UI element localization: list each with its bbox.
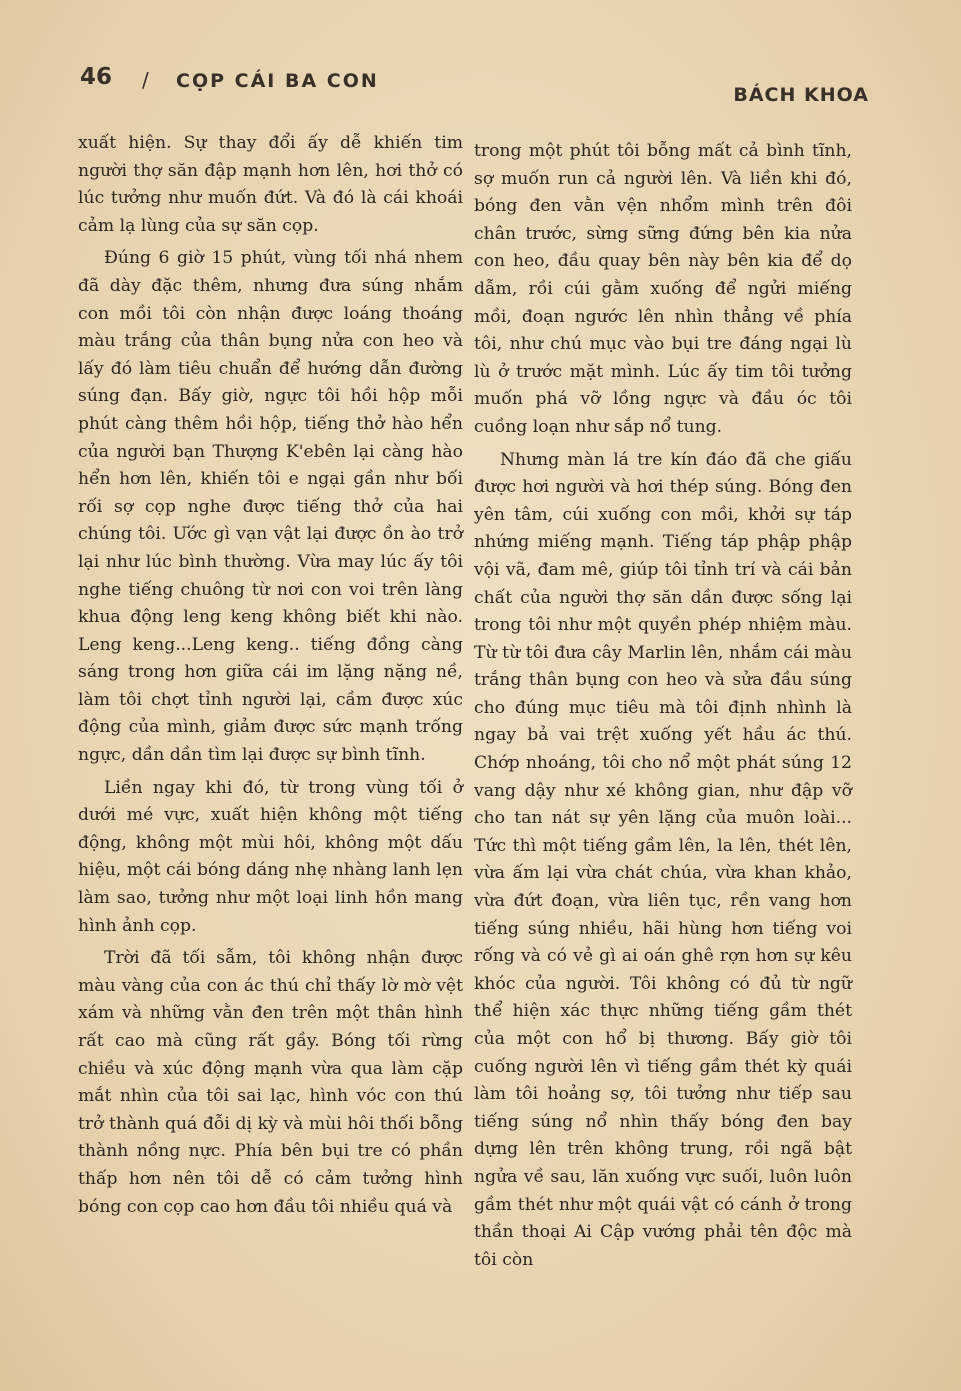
running-title: CỌP CÁI BA CON bbox=[176, 70, 379, 92]
page-number: 46 bbox=[80, 64, 113, 90]
paragraph: trong một phút tôi bỗng mất cả bình tĩnh, sợ muốn run cả người lên. Và liền khi đó, bóng đen vằn vện nhổm mình trên đôi chân trước, sừng sững đứng bên kia nửa con heo, đầu quay bên này bên kia để dọ dẫm, rồi cúi gằm xuống để ngửi miếng mồi, đoạn ngước lên nhìn thẳng về phía tôi, như chú mục vào bụi tre đáng ngại lù lù ở trước mặt mình. Lúc ấy tim tôi tưởng muốn phá vỡ lồng ngực và đầu óc tôi cuồng loạn như sắp nổ tung. bbox=[474, 141, 852, 437]
right-column bbox=[474, 138, 852, 1279]
paragraph: Liền ngay khi đó, từ trong vùng tối ở dưới mé vực, xuất hiện không một tiếng động, không một mùi hôi, không một dấu hiệu, một cái bóng dáng nhẹ nhàng lanh lẹn làm sao, tưởng như một loại linh hồn mang hình ảnh cọp. bbox=[78, 777, 463, 936]
paragraph: Trời đã tối sẫm, tôi không nhận được màu vàng của con ác thú chỉ thấy lờ mờ vệt xám và những vằn đen trên một thân hình rất cao mà cũng rất gầy. Bóng tối rừng chiều và xúc động mạnh vừa qua làm cặp mắt nhìn của tôi sai lạc, hình vóc con thú trở thành quá đỗi dị kỳ và mùi hôi thối bỗng thành nồng nực. Phía bên bụi tre có phần thấp hơn nên tôi dễ có cảm tưởng hình bóng con cọp cao hơn đầu tôi nhiều quá và bbox=[78, 948, 463, 1217]
paragraph: Đúng 6 giờ 15 phút, vùng tối nhá nhem đã dày đặc thêm, nhưng đưa súng nhắm con mồi tôi còn nhận được loáng thoáng màu trắng của thân bụng nửa con heo và lấy đó làm tiêu chuẩn để hướng dẫn đường súng đạn. Bấy giờ, ngực tôi hồi hộp mỗi phút càng thêm hồi hộp, tiếng thở hào hển của người bạn Thượng K'ebên lại càng hào hển hơn lên, khiến tôi e ngại gần như bối rối sợ cọp nghe được tiếng thở của hai chúng tôi. Ước gì vạn vật lại được ồn ào trở lại như lúc bình thường. Vừa may lúc ấy tôi nghe tiếng chuông từ nơi con voi trên làng khua động leng keng không biết khi nào. Leng keng...Leng keng.. tiếng đồng càng sáng trong hơn giữa cái im lặng nặng nề, làm tôi chợt tỉnh người lại, cầm được xúc động của mình, giảm được sức mạnh trống ngực, dần dần tìm lại được sự bình tĩnh. bbox=[78, 248, 463, 766]
header-separator: / bbox=[142, 68, 149, 92]
paragraph: Nhưng màn lá tre kín đáo đã che giấu được hơi người và hơi thép súng. Bóng đen yên tâm, cúi xuống con mồi, khởi sự táp nhứng miếng mạnh. Tiếng táp phập phập vội vã, đam mê, giúp tôi tỉnh trí và cái bản chất của người thợ săn dần được sống lại trong tôi như một quyền phép nhiệm màu. Từ từ tôi đưa cây Marlin lên, nhắm cái màu trắng thân bụng con heo và sửa đầu súng cho đúng mục tiêu mà tôi định nhình là ngay bả vai trệt xuống yết hầu ác thú. Chớp nhoáng, tôi cho nổ một phát súng 12 vang dậy như xé không gian, như đập vỡ cho tan nát sự yên lặng của muôn loài... Tức thì một tiếng gầm lên, la lên, thét lên, vừa ấm lại vừa chát chúa, vừa khan khảo, vừa đứt đoạn, vừa liên tục, rền vang hơn tiếng súng nhiều, hãi hùng hơn tiếng voi rống và có vẻ gì ai oán ghê rợn hơn sự kêu khóc của người. Tôi không có đủ từ ngữ thể hiện xác thực những tiếng gầm thét của một con hổ bị thương. Bấy giờ tôi cuống người lên vì tiếng gầm thét kỳ quái làm tôi hoảng sợ, tôi tưởng như tiếp sau tiếng súng nổ nhìn thấy bóng đen bay dựng lên trên không trung, rồi ngã bật ngửa về sau, lăn xuống vực suối, luôn luôn gầm thét như một quái vật có cánh ở trong thần thoại Ai Cập vướng phải tên độc mà tôi còn bbox=[474, 449, 852, 1270]
magazine-name: BÁCH KHOA bbox=[733, 84, 869, 106]
left-column bbox=[78, 130, 463, 1226]
paragraph: xuất hiện. Sự thay đổi ấy dễ khiến tim người thợ săn đập mạnh hơn lên, hơi thở có lúc tưởng như muốn đứt. Và đó là cái khoái cảm lạ lùng của sự săn cọp. bbox=[78, 133, 463, 236]
page-header bbox=[0, 0, 961, 120]
